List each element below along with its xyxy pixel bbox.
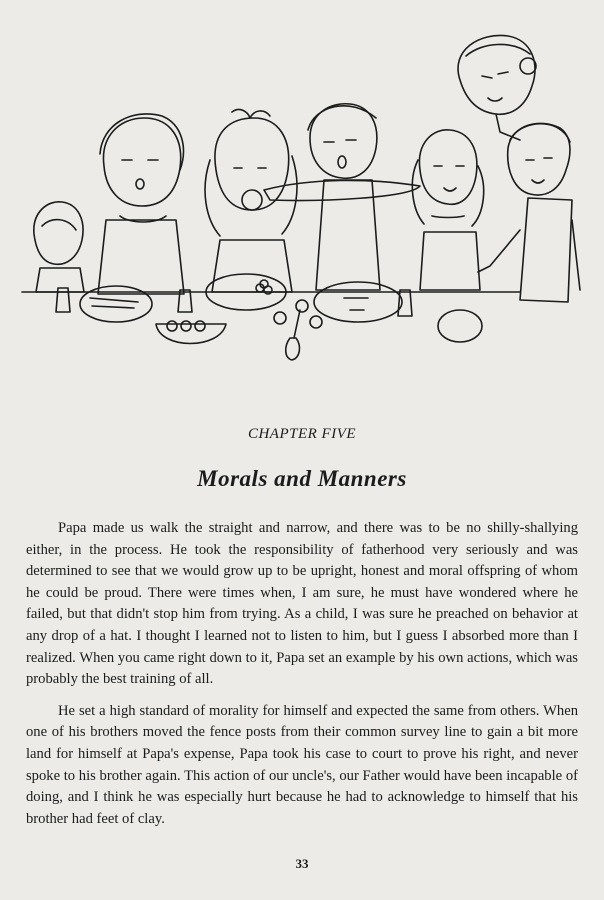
boy-standing-figure	[478, 123, 580, 302]
dinner-table	[22, 274, 520, 360]
small-child-figure	[34, 202, 84, 292]
body-text	[26, 518, 578, 840]
page-number: 33	[295, 856, 309, 871]
mother-figure	[458, 35, 536, 140]
chapter-title: Morals and Manners	[197, 466, 407, 491]
family-dinner-illustration	[20, 20, 584, 375]
curly-girl-figure	[412, 130, 483, 290]
paragraph-1: Papa made us walk the straight and narrow, and there was to be no shilly-shallying either, in the process. He took the responsibility of fatherhood very seriously and was determined to see that we would grow up to be upright, honest and moral offspring of whom he could be proud. There were times when, I am sure, he must have wondered where he failed, but that didn't stop him from trying. As a child, I was sure he preached on behavior at any drop of a hat. I thought I learned not to listen to him, but I guess I absorbed more than I realized. When you came right down to it, Papa set an example by his own actions, which was probably the best training of all.	[26, 520, 578, 688]
paragraph-2: He set a high standard of morality for himself and expected the same from others. When one of his brothers moved the fence posts from their common survey line to gain a bit more land for himself at Papa's expense, Papa took his case to court to prove his right, and never spoke to his brother again. This action of our uncle's, our Father would have been incapable of doing, and I think he was especially hurt because he had to acknowledge to himself that his brother had feet of clay.	[26, 702, 578, 827]
older-girl-figure	[98, 114, 184, 294]
chapter-label: CHAPTER FIVE	[247, 426, 357, 442]
